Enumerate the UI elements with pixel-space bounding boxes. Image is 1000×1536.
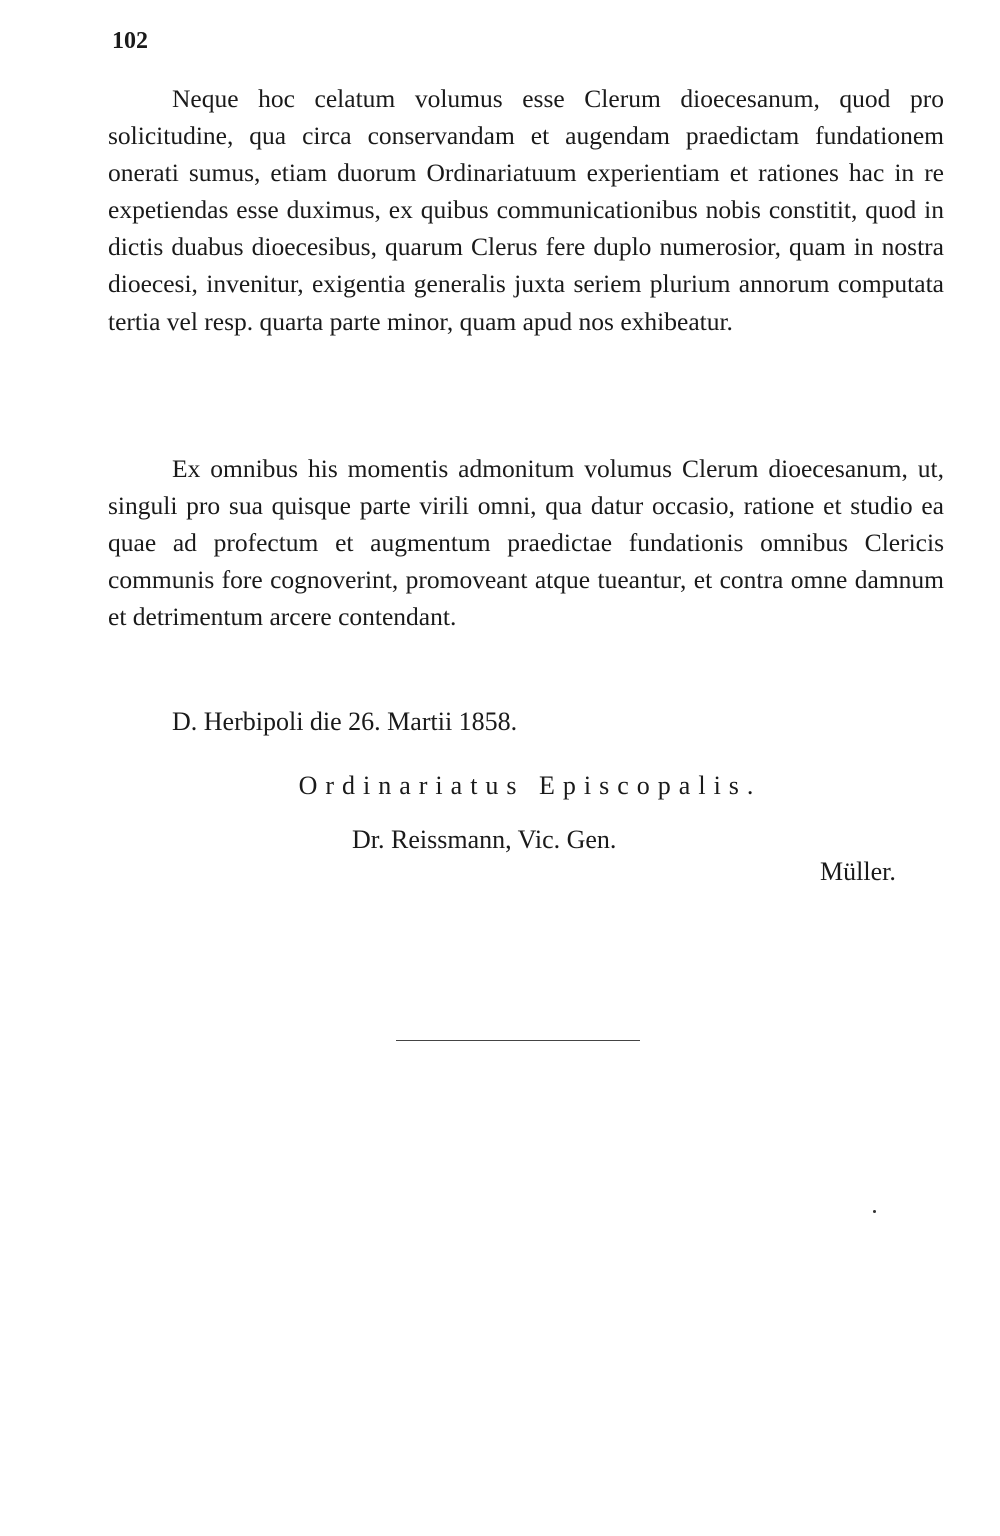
section-divider: [396, 1040, 640, 1041]
signature-secretary: Müller.: [820, 857, 896, 886]
body-paragraph-2-text: Ex omnibus his momentis admonitum volumus Clerum dioecesanum, ut, singuli pro sua quisque parte virili omni, qua datur occasio, ratione et studio ea quae ad profectum et augmentum praedictae fundationis omnibus Clericis communis fore cognoverint, promoveant atque tueantur, et contra omne damnum et detrimentum arcere contendant.: [108, 454, 944, 632]
dateline: D. Herbipoli die 26. Martii 1858.: [172, 707, 518, 736]
signature-vicar-general: Dr. Reissmann, Vic. Gen.: [352, 825, 617, 854]
body-paragraph-2: [108, 450, 944, 635]
body-paragraph-1: [108, 80, 944, 340]
print-speck: [873, 1210, 876, 1213]
body-paragraph-1-text: Neque hoc celatum volumus esse Clerum dioecesanum, quod pro solicitudine, qua circa conservandam et augendam praedictam fundationem onerati sumus, etiam duorum Ordinariatuum experientiam et rationes hac in re expetiendas esse duximus, ex quibus communicationibus nobis constitit, quod in dictis duabus dioecesibus, quarum Clerus fere duplo numerosior, quam in nostra dioecesi, invenitur, exigentia generalis juxta seriem plurium annorum computata tertia vel resp. quarta parte minor, quam apud nos exhibeatur.: [108, 84, 944, 336]
page-number: 102: [112, 28, 148, 54]
issuing-office: Ordinariatus Episcopalis.: [298, 771, 762, 800]
